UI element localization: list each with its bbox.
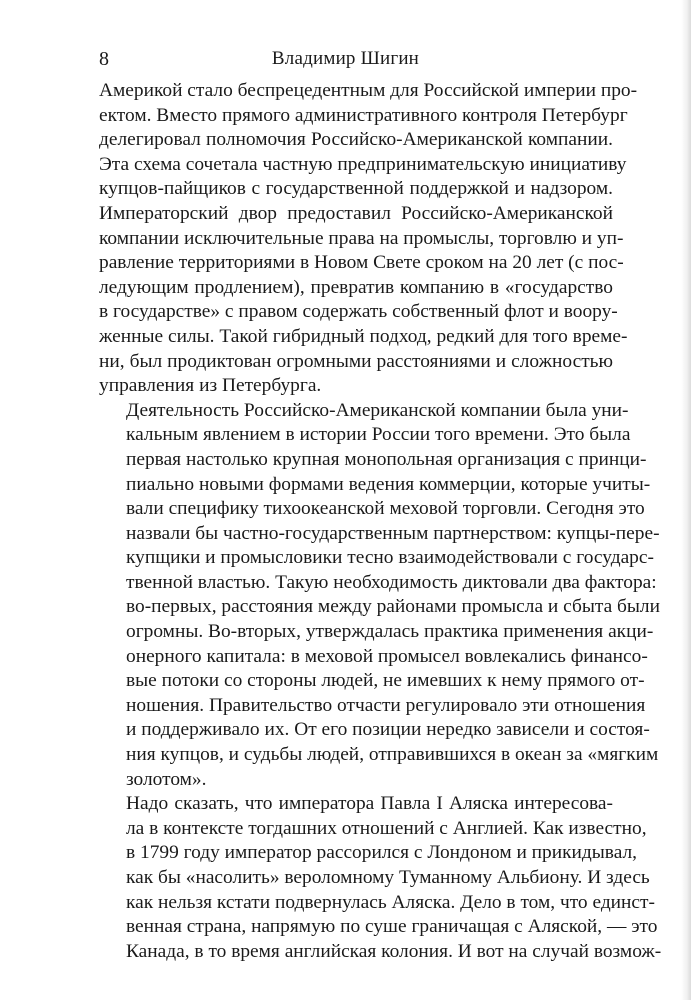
text-line: кальным явлением в истории России того времени. Это была <box>126 424 631 446</box>
text-line: делегировал полномочия Российско-Американской компании. <box>99 129 613 151</box>
text-line: вые потоки со стороны людей, не имевших к нему прямого от- <box>126 670 645 692</box>
text-line: купщики и промысловики тесно взаимодействовали с государс- <box>126 547 654 569</box>
text-line: в государстве» с правом содержать собственный флот и воору- <box>99 301 618 323</box>
running-head-author: Владимир Шигин <box>271 48 420 69</box>
text-line: Америкой стало беспрецедентным для Российской империи про- <box>99 80 638 101</box>
text-line: управления из Петербурга. <box>99 375 322 397</box>
text-line: Деятельность Российско-Американской компании была уни- <box>126 399 629 421</box>
text-line: венная страна, напрямую по суше граничащая с Аляской, — это <box>126 916 658 938</box>
text-line: онерного капитала: в меховой промысел вовлекались финансо- <box>126 645 648 667</box>
text-line: в 1799 году император рассорился с Лондоном и прикидывал, <box>126 842 638 864</box>
text-line: как бы «насолить» вероломному Туманному Альбиону. И здесь <box>126 867 650 888</box>
text-line: золотом». <box>126 768 207 790</box>
text-line: твенной властью. Такую необходимость диктовали два фактора: <box>126 571 657 593</box>
text-line: Императорский двор предоставил Российско-Американской <box>99 202 613 224</box>
text-line: первая настолько крупная монопольная организация с принци- <box>126 448 647 470</box>
text-line: ния купцов, и судьбы людей, отправившихся в океан за «мягким <box>126 744 659 766</box>
text-line: ношения. Правительство отчасти регулировало эти отношения <box>126 694 646 716</box>
text-line: и поддерживало их. От его позиции нередко зависели и состоя- <box>126 719 650 741</box>
text-line: пиально новыми формами ведения коммерции, которые учиты- <box>126 473 651 495</box>
paragraph <box>99 79 638 399</box>
text-line: ледующим продлением), превратив компанию в «государство <box>99 276 613 298</box>
text-line: купцов-пайщиков с государственной поддержкой и надзором. <box>99 178 613 200</box>
paragraph <box>99 792 662 964</box>
text-line: равление территориями в Новом Свете сроком на 20 лет (с пос- <box>99 252 624 274</box>
text-line: женные силы. Такой гибридный подход, редкий для того време- <box>99 325 628 347</box>
text-line: ни, был продиктован огромными расстояниями и сложностью <box>99 350 613 372</box>
text-line: назвали бы частно-государственным партнерством: купцы-пере- <box>126 522 660 544</box>
text-line: вали специфику тихоокеанской меховой торговли. Сегодня это <box>126 498 645 520</box>
text-line: компании исключительные права на промыслы, торговлю и уп- <box>99 227 624 249</box>
text-line: как нельзя кстати подвернулась Аляска. Дело в том, что единст- <box>126 891 655 913</box>
text-line: Канада, в то время английская колония. И вот на случай возмож- <box>126 940 662 962</box>
paragraph <box>99 399 660 793</box>
text-line: Эта схема сочетала частную предпринимательскую инициативу <box>99 153 627 175</box>
text-line: огромны. Во-вторых, утверждалась практика применения акци- <box>126 621 654 643</box>
page-number: 8 <box>99 48 109 70</box>
text-line: ектом. Вместо прямого административного контроля Петербург <box>99 104 628 126</box>
text-line: Надо сказать, что императора Павла I Аляска интересова- <box>126 793 613 815</box>
page-edge-shadow <box>681 0 691 1000</box>
text-line: ла в контексте тогдашних отношений с Англией. Как известно, <box>126 817 647 839</box>
body-text <box>99 79 662 964</box>
text-line: во-первых, расстояния между районами промысла и сбыта были <box>126 596 660 618</box>
